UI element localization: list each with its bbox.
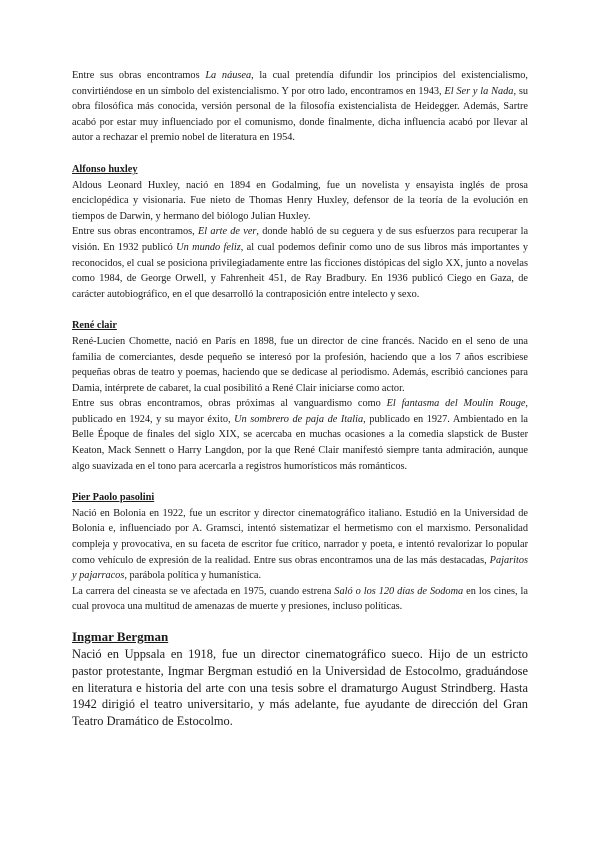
huxley-heading: Alfonso huxley — [72, 163, 138, 175]
document-body — [72, 68, 528, 730]
section-bergman — [72, 628, 528, 730]
bergman-paragraph: Nació en Uppsala en 1918, fue un director cinematográfico sueco. Hijo de un estricto pastor protestante, Ingmar Bergman estudió en la Universidad de Estocolmo, graduándose en literatura e historia del arte con una tesis sobre el dramaturgo August Strindberg. Hasta 1942 dirigió el teatro universitario, y más adelante, fue ayudante de dirección del Gran Teatro Dramático de Estocolmo. — [72, 647, 528, 729]
section-huxley — [72, 159, 528, 302]
clair-paragraph-1: René-Lucien Chomette, nació en París en 1898, fue un director de cine francés. Nacido en el seno de una familia de comerciantes, desde pequeño se interesó por la profesión, haciendo que a los 7 años escribiese pequeñas obras de teatro y poemas, haciendo que se dedicase al periodismo. Además, escribió canciones para Damia, intérprete de cabaret, la cual posibilitó a René Clair iniciarse como actor. — [72, 335, 528, 394]
section-clair — [72, 315, 528, 474]
bergman-heading: Ingmar Bergman — [72, 629, 169, 644]
film-title: Un sombrero de paja de Italia, — [234, 413, 366, 425]
text-run: publicado en 1927. Ambientado en la Belle Époque de finales del siglo XIX, se acercaba en muchas ocasiones a la comedia slapstick de Buster Keaton, Mack Sennett o Harry Langdon, por la que René Clair manifestó siempre tanta admiración, aunque algo suavizada en el tono para acercarla a registros humorísticos más románticos. — [72, 413, 528, 472]
clair-paragraph-2 — [72, 396, 528, 474]
text-run: La carrera del cineasta se ve afectada en 1975, cuando estrena — [72, 585, 335, 597]
section-sartre — [72, 68, 528, 146]
text-run: Entre sus obras encontramos — [72, 70, 206, 81]
pasolini-heading: Pier Paolo pasolini — [72, 492, 155, 504]
huxley-paragraph-1: Aldous Leonard Huxley, nació en 1894 en Godalming, fue un novelista y ensayista inglés de prosa enciclopédica y visionaria. Fue nieto de Thomas Henry Huxley, defensor de la teoría de la evolución en tiempos de Darwin, y hermano del biólogo Julian Huxley. — [72, 179, 528, 222]
text-run: , la cual pretendía difundir los principios del existencialismo, convirtiéndose en un símbolo del existencialismo. Y por otro lado, encontramos en 1943, — [72, 70, 528, 97]
text-run: Entre sus obras encontramos, obras próximas al vanguardismo como — [72, 398, 387, 410]
section-pasolini — [72, 487, 528, 615]
book-title: Un mundo feliz — [176, 241, 241, 253]
sartre-paragraph — [72, 68, 528, 146]
text-run: , parábola política y humanística. — [124, 570, 262, 582]
pasolini-paragraph-2 — [72, 584, 528, 615]
film-title: Pajaritos y pajarracos — [72, 554, 528, 582]
film-title: El fantasma del Moulin Rouge — [386, 398, 526, 410]
book-title: El Ser y la Nada — [444, 85, 514, 97]
clair-heading: René clair — [72, 320, 117, 332]
text-run: Entre sus obras encontramos, — [72, 226, 199, 238]
book-title: El arte de ver — [198, 226, 257, 238]
huxley-paragraph-2 — [72, 224, 528, 302]
text-run: , al cual podemos definir como uno de sus libros más importantes y reconocidos, el cual se posiciona privilegiadamente entre las ficciones distópicas del siglo XX, junto a novelas como 1984, de George Orwell, y Fahrenheit 451, de Ray Bradbury. En 1936 publicó Ciego en Gaza, de carácter autobiográfico, en el que desarrolló la contraposición entre intelecto y sexo. — [72, 241, 528, 300]
text-run: , publicado en 1924, y su mayor éxito, — [72, 398, 528, 425]
text-run: , su obra filosófica más conocida, versión personal de la filosofía existencialista de Heidegger. Además, Sartre acabó por estar muy influenciado por el comunismo, donde finalmente, dicha influencia acabó por llevar al autor a rechazar el premio nobel de literatura en 1954. — [72, 85, 528, 144]
book-title: La náusea — [205, 70, 252, 81]
pasolini-paragraph-1 — [72, 506, 528, 584]
text-run: en los cines, la cual provoca una multitud de amenazas de muerte y presiones, incluso políticas. — [72, 585, 528, 613]
text-run: Nació en Bolonia en 1922, fue un escritor y director cinematográfico italiano. Estudió en la Universidad de Bolonia e, influenciado por A. Gramsci, intentó sistematizar el hermetismo con el marxismo. Personalidad compleja y provocativa, en su faceta de escritor fue crítico, narrador y poeta, e intentó revalorizar lo popular como vehículo de expresión de la realidad. Entre sus obras encontramos una de las más destacadas, — [72, 507, 528, 566]
film-title: Saló o los 120 días de Sodoma — [334, 585, 464, 597]
text-run: , donde habló de su ceguera y de sus esfuerzos para recuperar la visión. En 1932 publicó — [72, 226, 529, 253]
